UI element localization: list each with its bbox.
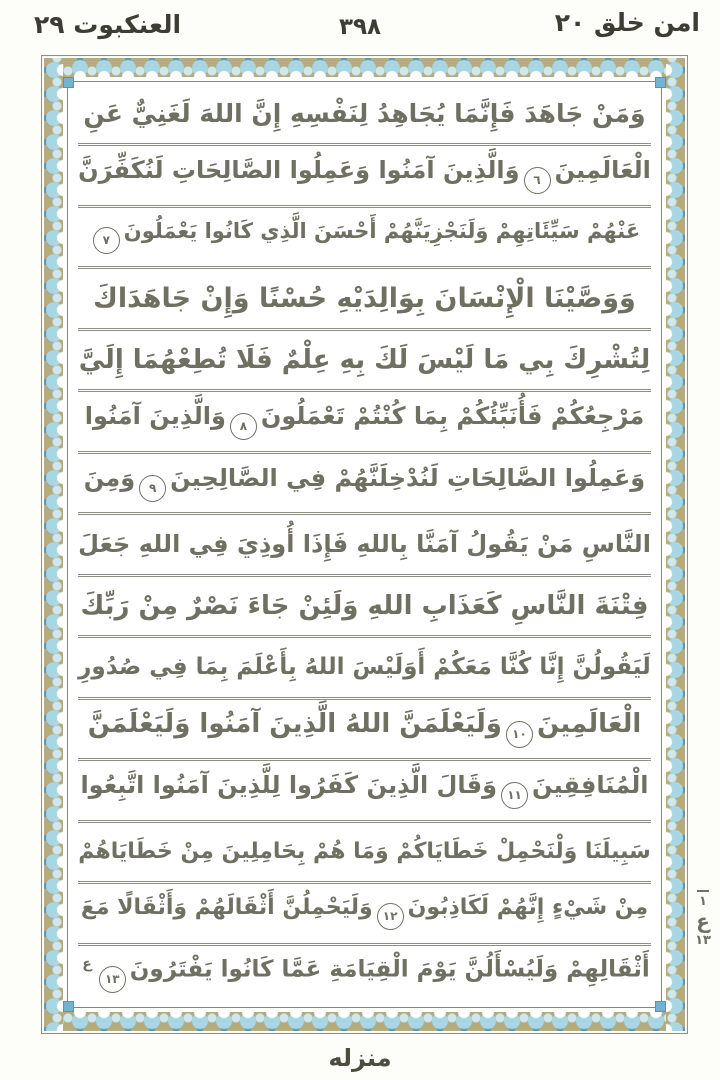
- quran-text-block: [78, 85, 651, 1004]
- quran-line-text: فِتْنَةَ النَّاسِ كَعَذَابِ اللهِ وَلَئِنْ جَاءَ نَصْرٌ مِنْ رَبِّكَ: [80, 590, 649, 621]
- quran-line-text: النَّاسِ مَنْ يَقُولُ آمَنَّا بِاللهِ فَإِذَا أُوذِيَ فِي اللهِ جَعَلَ: [78, 530, 651, 559]
- juz-label: امن خلق ٢٠: [554, 8, 700, 37]
- text-area: [67, 81, 662, 1008]
- quran-line: [78, 577, 651, 638]
- corner-ornament: [63, 1001, 74, 1012]
- quran-line: [78, 146, 651, 207]
- ayah-number-circle: ١١: [501, 782, 528, 809]
- border-band-left: [44, 58, 63, 1031]
- catchword: منزله: [328, 1044, 392, 1072]
- ruku-number-top: ١: [699, 894, 707, 909]
- surah-label: العنكبوت ٢٩: [34, 10, 182, 39]
- ayah-number-circle: ٧: [93, 227, 120, 254]
- quran-line-text: لَيَقُولُنَّ إِنَّا كُنَّا مَعَكُمْ أَوَلَيْسَ اللهُ بِأَعْلَمَ بِمَا فِي صُدُورِ: [78, 653, 651, 680]
- quran-line: [78, 208, 651, 269]
- ayah-number-circle: ٦: [524, 167, 551, 194]
- quran-line: [78, 638, 651, 699]
- quran-line: [78, 392, 651, 453]
- quran-line-text: عَنْهُمْ سَيِّئَاتِهِمْ وَلَنَجْزِيَنَّهُمْ أَحْسَنَ الَّذِي كَانُوا يَعْمَلُونَ٧: [78, 220, 651, 254]
- marker-dash: [697, 890, 709, 892]
- quran-line-text: الْمُنَافِقِينَ١١وَقَالَ الَّذِينَ كَفَرُوا لِلَّذِينَ آمَنُوا اتَّبِعُوا: [78, 772, 651, 809]
- quran-line-text: مِنْ شَيْءٍ إِنَّهُمْ لَكَاذِبُونَ١٢وَلَيَحْمِلُنَّ أَثْقَالَهُمْ وَأَثْقَالًا مَعَ: [78, 896, 651, 930]
- quran-line: [78, 761, 651, 822]
- quran-line-text: وَوَصَّيْنَا الْإِنْسَانَ بِوَالِدَيْهِ حُسْنًا وَإِنْ جَاهَدَاكَ: [93, 282, 636, 314]
- ruku-ain-sign: ع: [82, 955, 92, 972]
- ayah-number-circle: ١٢: [377, 903, 404, 930]
- quran-line: [78, 269, 651, 330]
- quran-line: [78, 454, 651, 515]
- ayah-number-circle: ١٣: [99, 966, 126, 993]
- ruku-number-bottom: ١٣: [695, 933, 711, 948]
- ayah-number-circle: ٨: [230, 413, 257, 440]
- quran-line-text: مَرْجِعُكُمْ فَأُنَبِّئُكُمْ بِمَا كُنْتُمْ تَعْمَلُونَ٨وَالَّذِينَ آمَنُوا: [78, 403, 651, 440]
- quran-line: [78, 700, 651, 761]
- border-band-bottom: [44, 1012, 685, 1031]
- quran-line-text: سَبِيلَنَا وَلْنَحْمِلْ خَطَايَاكُمْ وَمَا هُمْ بِحَامِلِينَ مِنْ خَطَايَاهُمْ: [78, 838, 651, 864]
- quran-line: [78, 823, 651, 884]
- ayah-number-circle: ٩: [139, 475, 166, 502]
- quran-line: [78, 331, 651, 392]
- corner-ornament: [63, 77, 74, 88]
- quran-line: [78, 946, 651, 1004]
- quran-line-text: وَعَمِلُوا الصَّالِحَاتِ لَنُدْخِلَنَّهُمْ فِي الصَّالِحِينَ٩وَمِنَ: [78, 465, 651, 502]
- ain-ruku-icon: ع: [696, 909, 710, 933]
- border-band-top: [44, 58, 685, 77]
- corner-ornament: [655, 77, 666, 88]
- decorative-border-frame: [42, 56, 687, 1033]
- page-number: ٣٩٨: [338, 14, 382, 40]
- quran-line-text: لِتُشْرِكَ بِي مَا لَيْسَ لَكَ بِهِ عِلْمٌ فَلَا تُطِعْهُمَا إِلَيَّ: [78, 344, 651, 375]
- quran-line-text: وَمَنْ جَاهَدَ فَإِنَّمَا يُجَاهِدُ لِنَفْسِهِ إِنَّ اللهَ لَغَنِيٌّ عَنِ: [83, 99, 646, 129]
- ayah-number-circle: ١٠: [506, 721, 533, 748]
- quran-line-text: الْعَالَمِينَ٦وَالَّذِينَ آمَنُوا وَعَمِلُوا الصَّالِحَاتِ لَنُكَفِّرَنَّ: [78, 157, 651, 194]
- quran-line: [78, 85, 651, 146]
- border-band-right: [666, 58, 685, 1031]
- quran-line: [78, 884, 651, 945]
- quran-line: [78, 515, 651, 576]
- quran-line-text: أَثْقَالِهِمْ وَلَيُسْأَلُنَّ يَوْمَ الْقِيَامَةِ عَمَّا كَانُوا $يَفْتَرُونَ١٣^ع$: [78, 957, 651, 993]
- ruku-margin-marker: [687, 890, 719, 947]
- quran-line-text: الْعَالَمِينَ١٠وَلَيَعْلَمَنَّ اللهُ الَّذِينَ آمَنُوا وَلَيَعْلَمَنَّ: [78, 710, 651, 748]
- corner-ornament: [655, 1001, 666, 1012]
